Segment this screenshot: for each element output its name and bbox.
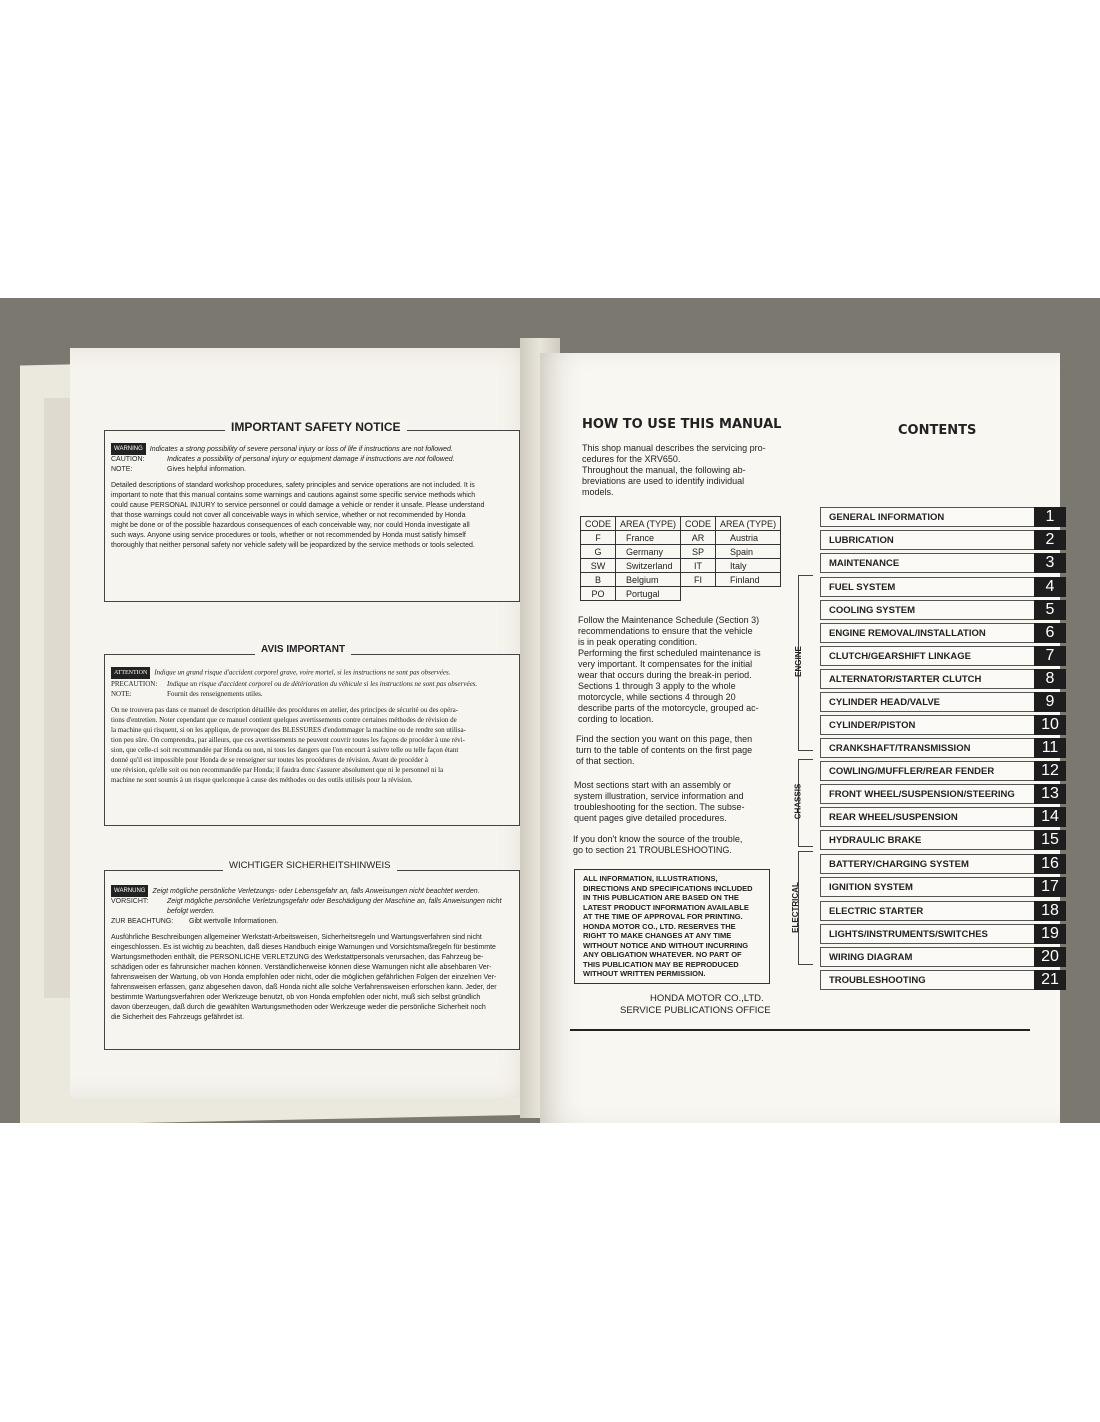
body-line: die Sicherheit des Fahrzeugs gefährdet ist.	[111, 1014, 245, 1021]
left-page	[70, 348, 550, 1098]
notice-line: AT THE TIME OF APPROVAL FOR PRINTING.	[583, 912, 743, 921]
note-label: ZUR BEACHTUNG:	[111, 918, 174, 925]
body-line: On ne trouvera pas dans ce manuel de description détaillée des procédures en atelier, des principes de sécurité ou des opéra-	[111, 706, 459, 714]
note-text: Gives helpful information.	[167, 466, 246, 473]
note-text: Fournit des renseignements utiles.	[167, 690, 263, 698]
toc-item-3[interactable]: MAINTENANCE	[820, 553, 1036, 573]
toc-item-19[interactable]: LIGHTS/INSTRUMENTS/SWITCHES	[820, 924, 1036, 944]
table-row	[581, 587, 781, 601]
body-french	[111, 705, 513, 785]
vorsicht-text: Zeigt mögliche persönliche Verletzungsgefahr oder Beschädigung der Maschine an, falls Anweisungen nicht befolgt werden.	[167, 898, 502, 915]
text-line: describe parts of the motorcycle, grouped ac-	[578, 703, 759, 713]
intro-line: breviations are used to identify individual	[582, 476, 745, 486]
toc-number-10[interactable]: 10	[1034, 715, 1066, 735]
table-cell: Switzerland	[616, 559, 681, 573]
toc-item-20[interactable]: WIRING DIAGRAM	[820, 947, 1036, 967]
intro-line: models.	[582, 487, 614, 497]
precaution-label: PRECAUTION:	[111, 680, 158, 688]
table-row	[581, 573, 781, 587]
toc-item-1[interactable]: GENERAL INFORMATION	[820, 507, 1036, 527]
column-header: AREA (TYPE)	[716, 517, 781, 531]
toc-item-17[interactable]: IGNITION SYSTEM	[820, 877, 1036, 897]
body-line: Wartungsmethoden enthält, die PERSÖNLICHE VERLETZUNG des Werkstattpersonals verursachen, das Fahrzeug be-	[111, 954, 484, 961]
text-line: Most sections start with an assembly or	[574, 780, 732, 790]
group-label-chassis: CHASSIS	[793, 783, 803, 820]
toc-number-19[interactable]: 19	[1034, 924, 1066, 944]
text-line: troubleshooting for the section. The subse-	[574, 802, 745, 812]
toc-number-17[interactable]: 17	[1034, 877, 1066, 897]
toc-number-15[interactable]: 15	[1034, 830, 1066, 850]
notice-line: LATEST PRODUCT INFORMATION AVAILABLE	[583, 902, 749, 912]
body-line: donné qu'il est impossible pour Honda de se renseigner sur toutes les procédures de révision. Avant de procéder à	[111, 756, 429, 764]
body-line: fahrensweisen der Wartung, ob von Honda empfohlen oder nicht, oder die möglichen gefährlichen Folgen der einzelnen Ver-	[111, 974, 497, 981]
toc-number-18[interactable]: 18	[1034, 901, 1066, 921]
table-cell	[681, 587, 716, 601]
toc-number-4[interactable]: 4	[1034, 577, 1066, 597]
caution-label: CAUTION:	[111, 456, 145, 463]
find-section-paragraph	[576, 734, 786, 767]
toc-number-6[interactable]: 6	[1034, 623, 1066, 643]
toc-item-9[interactable]: CYLINDER HEAD/VALVE	[820, 692, 1036, 712]
text-line: go to section 21 TROUBLESHOOTING.	[573, 845, 732, 855]
table-cell: Italy	[716, 559, 781, 573]
toc-item-16[interactable]: BATTERY/CHARGING SYSTEM	[820, 854, 1036, 874]
toc-item-18[interactable]: ELECTRIC STARTER	[820, 901, 1036, 921]
warnung-symbol: WARNUNG	[111, 885, 148, 897]
table-header-row	[581, 517, 781, 531]
table-cell: Germany	[616, 545, 681, 559]
body-line: fahrensweisen erfassen, ganz abgesehen davon, daß Honda nicht alle solche Verfahrensweisen erforschen kann. Jeder, der	[111, 984, 497, 991]
text-line: Sections 1 through 3 apply to the whole	[578, 681, 736, 691]
body-line: eingeschlossen. Es ist wichtig zu beachten, daß dieses Handbuch einige Warnungen und Vorsichtsmaßregeln für bestimmte	[111, 944, 496, 951]
note-text: Gibt wertvolle Informationen.	[189, 918, 279, 925]
maintenance-paragraph	[578, 615, 788, 725]
toc-number-7[interactable]: 7	[1034, 646, 1066, 666]
table-cell: IT	[681, 559, 716, 573]
table-row	[581, 531, 781, 545]
group-label-electrical: ELECTRICAL	[790, 882, 800, 933]
safety-notice-english	[104, 420, 520, 602]
notice-line: HONDA MOTOR CO., LTD. RESERVES THE	[583, 921, 736, 931]
body-line: tions d'entretien. Noter cependant que ce manuel contient quelques avertissements contre certaines méthodes de révision de	[111, 716, 457, 724]
body-english	[111, 481, 513, 551]
note-label: NOTE:	[111, 690, 132, 698]
body-line: thoroughly that neither personal safety nor vehicle safety will be jeopardized by the service methods or tools selected.	[111, 542, 475, 549]
text-line: wear that occurs during the break-in period.	[578, 670, 752, 680]
toc-item-10[interactable]: CYLINDER/PISTON	[820, 715, 1036, 735]
toc-number-11[interactable]: 11	[1034, 738, 1066, 758]
table-cell: Belgium	[616, 573, 681, 587]
table-cell: B	[581, 573, 616, 587]
text-line: very important. It compensates for the initial	[578, 659, 753, 669]
table-cell: AR	[681, 531, 716, 545]
safety-notice-german	[104, 860, 520, 1050]
text-line: Follow the Maintenance Schedule (Section 3)	[578, 615, 760, 625]
table-cell: Austria	[716, 531, 781, 545]
body-line: sion, que celle-ci soit recommandée par Honda ou non, ni tous les dangers que l'on encourt à suivre telle ou telle façon étant	[111, 746, 459, 754]
toc-item-15[interactable]: HYDRAULIC BRAKE	[820, 830, 1036, 850]
attention-symbol: ATTENTION	[111, 667, 150, 679]
notice-line: ALL INFORMATION, ILLUSTRATIONS,	[583, 874, 718, 883]
body-line: machine ne sont soumis à un risque quelconque à cause des méthodes ou des outils utilisés pour la révision.	[111, 776, 413, 784]
toc-item-13[interactable]: FRONT WHEEL/SUSPENSION/STEERING	[820, 784, 1036, 804]
page-rule	[570, 1029, 1030, 1031]
right-page	[540, 353, 1060, 1123]
table-cell: F	[581, 531, 616, 545]
toc-number-14[interactable]: 14	[1034, 807, 1066, 827]
body-line: such ways. Anyone using service procedures or tools, whether or not recommended by Honda must satisfy himself	[111, 532, 466, 539]
table-cell: PO	[581, 587, 616, 601]
table-cell: G	[581, 545, 616, 559]
text-line: motorcycle, while sections 4 through 20	[578, 692, 736, 702]
toc-number-2[interactable]: 2	[1034, 530, 1066, 550]
safety-notice-french	[104, 644, 520, 826]
toc-item-14[interactable]: REAR WHEEL/SUSPENSION	[820, 807, 1036, 827]
notice-line: ANY OBLIGATION WHATEVER. NO PART OF	[583, 950, 742, 959]
table-cell: SP	[681, 545, 716, 559]
toc-number-5[interactable]: 5	[1034, 600, 1066, 620]
table-cell: Spain	[716, 545, 781, 559]
body-line: Ausführliche Beschreibungen allgemeiner Werkstatt-Arbeitsweisen, Sicherheitsregeln und Wartungsverfahren sind nicht	[111, 934, 482, 941]
notice-line: WITHOUT NOTICE AND WITHOUT INCURRING	[583, 940, 749, 950]
toc-item-11[interactable]: CRANKSHAFT/TRANSMISSION	[820, 738, 1036, 758]
area-code-table	[580, 516, 781, 601]
caution-text: Indicates a possibility of personal injury or equipment damage if instructions are not followed.	[167, 456, 455, 463]
text-line: Find the section you want on this page, then	[576, 734, 753, 744]
body-line: tion peu sûre. On comprendra, par ailleurs, que ces avertissements ne peuvent couvrir toutes les façons de procéder à une révi-	[111, 736, 465, 744]
toc-item-21[interactable]: TROUBLESHOOTING	[820, 970, 1036, 990]
toc-item-8[interactable]: ALTERNATOR/STARTER CLUTCH	[820, 669, 1036, 689]
body-line: une révision, qu'elle soit ou non recommandée par Honda; il faudra donc s'assurer absolument que ni le personnel ni la	[111, 766, 444, 774]
body-line: davon überzeugen, daß durch die gewählten Wartungsmethoden oder Werkzeuge weder die persönliche Sicherheit noch	[111, 1004, 486, 1011]
toc-number-16[interactable]: 16	[1034, 854, 1066, 874]
warning-text: Indicates a strong possibility of severe personal injury or loss of life if instructions are not followed.	[149, 445, 453, 453]
table-cell: FI	[681, 573, 716, 587]
toc-item-12[interactable]: COWLING/MUFFLER/REAR FENDER	[820, 761, 1036, 781]
intro-line: This shop manual describes the servicing pro-	[582, 443, 766, 453]
toc-number-3[interactable]: 3	[1034, 553, 1066, 573]
photo-background	[0, 298, 1100, 1123]
toc-number-12[interactable]: 12	[1034, 761, 1066, 781]
troubleshooting-paragraph	[573, 834, 783, 856]
column-header: AREA (TYPE)	[616, 517, 681, 531]
notice-title-french: AVIS IMPORTANT	[255, 644, 351, 655]
toc-item-5[interactable]: COOLING SYSTEM	[820, 600, 1036, 620]
body-german	[111, 933, 513, 1023]
table-cell: Finland	[716, 573, 781, 587]
toc-item-6[interactable]: ENGINE REMOVAL/INSTALLATION	[820, 623, 1036, 643]
body-line: might be done or of the possible hazardous consequences of each conceivable way, nor could Honda investigate all	[111, 522, 470, 529]
table-row	[581, 559, 781, 573]
text-line: system illustration, service information and	[574, 791, 744, 801]
text-line: cording to location.	[578, 714, 654, 724]
notice-title-german: WICHTIGER SICHERHEITSHINWEIS	[223, 860, 397, 871]
body-line: could cause PERSONAL INJURY to service personnel or could damage a vehicle or render it unsafe. Please understand	[111, 502, 485, 509]
notice-title-english: IMPORTANT SAFETY NOTICE	[225, 420, 407, 434]
toc-item-7[interactable]: CLUTCH/GEARSHIFT LINKAGE	[820, 646, 1036, 666]
column-header: CODE	[681, 517, 716, 531]
toc-number-8[interactable]: 8	[1034, 669, 1066, 689]
contents-title: CONTENTS	[898, 423, 977, 438]
electrical-group-bracket	[798, 851, 813, 965]
toc-item-4[interactable]: FUEL SYSTEM	[820, 577, 1036, 597]
body-line: Detailed descriptions of standard workshop procedures, safety principles and service operations are not included. It is	[111, 482, 475, 489]
body-line: that those warnings could not cover all conceivable ways in which service, whether or not recommended by Honda	[111, 512, 466, 519]
warning-symbol: WARNING	[111, 443, 146, 455]
toc-number-9[interactable]: 9	[1034, 692, 1066, 712]
text-line: recommendations to ensure that the vehicle	[578, 626, 753, 636]
table-cell: Portugal	[616, 587, 681, 601]
vorsicht-label: VORSICHT:	[111, 898, 149, 905]
group-label-engine: ENGINE	[793, 646, 803, 677]
body-line: bestimmte Wartungsverfahren oder Werkzeuge benutzt, ob von Honda empfohlen oder nicht, muß sich selbst gründlich	[111, 994, 481, 1001]
notice-line: IN THIS PUBLICATION ARE BASED ON THE	[583, 893, 739, 902]
notice-line: RIGHT TO MAKE CHANGES AT ANY TIME	[583, 931, 732, 940]
text-line: quent pages give detailed procedures.	[574, 813, 727, 823]
table-cell	[716, 587, 781, 601]
toc-number-1[interactable]: 1	[1034, 507, 1066, 527]
body-line: important to note that this manual contains some warnings and cautions against some specific service methods which	[111, 492, 476, 499]
attention-text: Indique un grand risque d'accident corporel grave, voire mortel, si les instructions ne sont pas observées.	[154, 668, 451, 677]
copyright-notice	[574, 869, 770, 984]
toc-number-21[interactable]: 21	[1034, 970, 1066, 990]
body-line: schädigen oder es fahrunsicher machen können. Verständlicherweise können diese Warnungen nicht alle absehbaren Ver-	[111, 964, 492, 971]
column-header: CODE	[581, 517, 616, 531]
sections-paragraph	[574, 780, 784, 824]
text-line: of that section.	[576, 756, 635, 766]
publisher-name: HONDA MOTOR CO.,LTD.	[650, 993, 764, 1004]
toc-number-20[interactable]: 20	[1034, 947, 1066, 967]
toc-number-13[interactable]: 13	[1034, 784, 1066, 804]
text-line: Performing the first scheduled maintenance is	[578, 648, 761, 658]
table-cell: SW	[581, 559, 616, 573]
intro-line: Throughout the manual, the following ab-	[582, 465, 746, 475]
text-line: is in peak operating condition.	[578, 637, 698, 647]
notice-line: DIRECTIONS AND SPECIFICATIONS INCLUDED	[583, 883, 753, 893]
notice-line: THIS PUBLICATION MAY BE REPRODUCED	[583, 959, 739, 969]
warnung-text: Zeigt mögliche persönliche Verletzungs- oder Lebensgefahr an, falls Anweisungen nicht beachtet werden.	[152, 887, 480, 895]
table-row	[581, 545, 781, 559]
publisher-office: SERVICE PUBLICATIONS OFFICE	[620, 1005, 771, 1016]
toc-item-2[interactable]: LUBRICATION	[820, 530, 1036, 550]
text-line: turn to the table of contents on the first page	[576, 745, 753, 755]
manual-title: HOW TO USE THIS MANUAL	[582, 417, 782, 432]
notice-line: WITHOUT WRITTEN PERMISSION.	[583, 969, 706, 978]
text-line: If you don't know the source of the trouble,	[573, 834, 743, 844]
body-line: la machine qui risquent, si on les applique, de provoquer des BLESSURES d'endommager la machine ou de rendre son utilisa-	[111, 726, 466, 734]
intro-text	[582, 443, 782, 498]
intro-line: cedures for the XRV650.	[582, 454, 681, 464]
table-cell: France	[616, 531, 681, 545]
precaution-text: Indique un risque d'accident corporel ou de détérioration du véhicule si les instructions ne sont pas observées.	[167, 680, 478, 688]
note-label: NOTE:	[111, 466, 133, 473]
